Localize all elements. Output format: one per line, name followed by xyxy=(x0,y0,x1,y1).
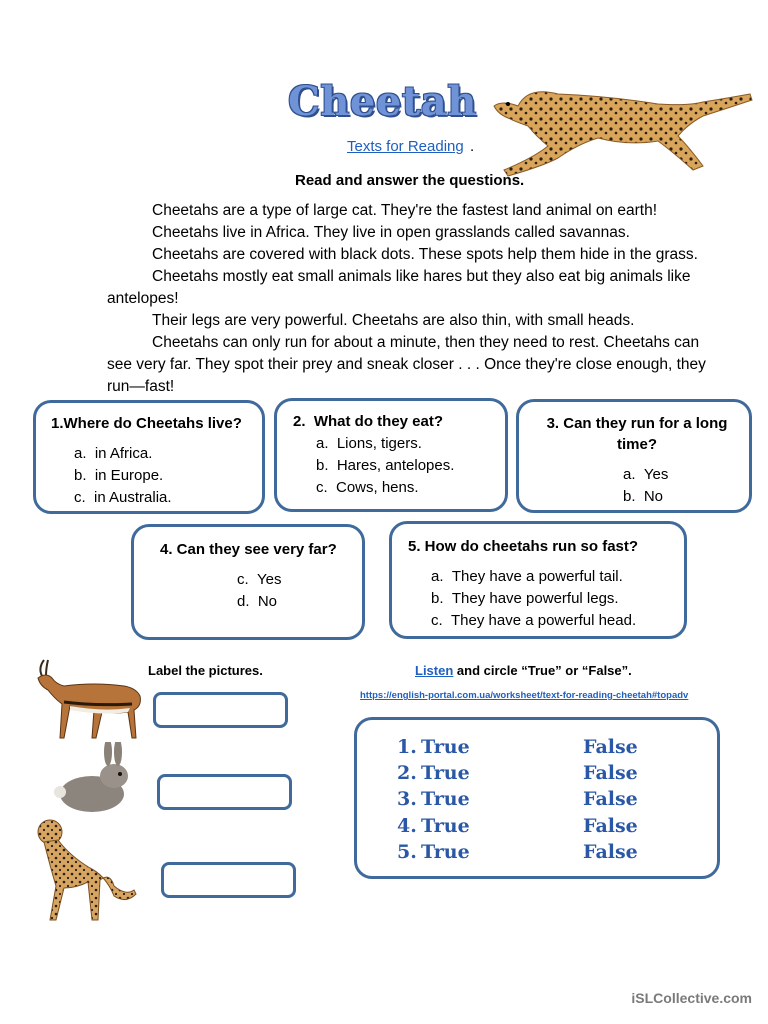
answer-option[interactable]: a. Lions, tigers. xyxy=(316,435,422,452)
paragraph-line: Cheetahs mostly eat small animals like hares but they also eat big animals like antelopes! xyxy=(107,268,691,307)
texts-for-reading-link[interactable]: Texts for Reading xyxy=(347,138,464,155)
antelope-image xyxy=(24,656,154,742)
question-title: 4. Can they see very far? xyxy=(160,541,337,558)
answer-option[interactable]: c. They have a powerful head. xyxy=(431,612,637,629)
answer-option[interactable]: b. in Europe. xyxy=(74,467,164,484)
answer-option[interactable]: d. No xyxy=(237,593,278,610)
true-option[interactable]: True xyxy=(421,815,470,837)
true-option[interactable]: True xyxy=(421,788,470,810)
answer-label-box-3[interactable] xyxy=(161,862,296,898)
label-pictures-heading: Label the pictures. xyxy=(148,663,263,678)
answer-option[interactable]: b. They have powerful legs. xyxy=(431,590,619,607)
footer-watermark: iSLCollective.com xyxy=(631,990,752,1006)
tf-number: 3. xyxy=(397,788,417,810)
question-title: 3. Can they run for a long time? xyxy=(546,415,728,453)
rabbit-image xyxy=(48,742,134,816)
false-option[interactable]: False xyxy=(583,841,638,863)
question-box-1 xyxy=(33,400,265,514)
answer-option[interactable]: b. Hares, antelopes. xyxy=(316,457,455,474)
tf-number: 4. xyxy=(397,815,417,837)
listen-heading xyxy=(415,663,632,678)
instructions-heading: Read and answer the questions. xyxy=(295,172,525,189)
tf-number: 2. xyxy=(397,762,417,784)
answer-option[interactable]: b. No xyxy=(623,488,664,505)
answer-option[interactable]: c. Cows, hens. xyxy=(316,479,419,496)
cheetah-sitting-image xyxy=(30,816,140,922)
question-box-3 xyxy=(516,399,752,513)
paragraph-line: Cheetahs are covered with black dots. These spots help them hide in the grass. xyxy=(152,246,698,263)
paragraph-line: Cheetahs live in Africa. They live in open grasslands called savannas. xyxy=(152,224,630,241)
answer-option[interactable]: c. in Australia. xyxy=(74,489,172,506)
false-option[interactable]: False xyxy=(583,815,638,837)
page-title: Cheetah xyxy=(288,78,477,125)
link-period: . xyxy=(470,138,475,155)
question-title: 2. What do they eat? xyxy=(293,413,444,430)
answer-option[interactable]: a. Yes xyxy=(623,466,669,483)
listen-link[interactable]: Listen xyxy=(415,663,454,678)
answer-option[interactable]: a. in Africa. xyxy=(74,445,153,462)
paragraph-line: Cheetahs can only run for about a minute, then they need to rest. Cheetahs can see very far. They spot their prey and sneak closer . . . Once they're close enough, they run—fast! xyxy=(107,334,706,395)
answer-option[interactable]: c. Yes xyxy=(237,571,282,588)
question-box-2 xyxy=(274,398,508,512)
source-url-link[interactable]: https://english-portal.com.ua/worksheet/text-for-reading-cheetah#topadv xyxy=(360,690,689,701)
answer-label-box-1[interactable] xyxy=(153,692,288,728)
question-box-5 xyxy=(389,521,687,639)
true-false-box xyxy=(354,717,720,879)
reading-text xyxy=(107,200,727,398)
listen-instruction: and circle “True” or “False”. xyxy=(453,663,632,678)
paragraph-line: Their legs are very powerful. Cheetahs are also thin, with small heads. xyxy=(152,312,635,329)
question-box-4 xyxy=(131,524,365,640)
false-option[interactable]: False xyxy=(583,762,638,784)
false-option[interactable]: False xyxy=(583,788,638,810)
paragraph-line: Cheetahs are a type of large cat. They're the fastest land animal on earth! xyxy=(152,202,657,219)
false-option[interactable]: False xyxy=(583,736,638,758)
running-cheetah-image xyxy=(488,66,756,178)
true-option[interactable]: True xyxy=(421,762,470,784)
answer-label-box-2[interactable] xyxy=(157,774,292,810)
true-option[interactable]: True xyxy=(421,736,470,758)
tf-number: 5. xyxy=(397,841,417,863)
answer-option[interactable]: a. They have a powerful tail. xyxy=(431,568,623,585)
true-option[interactable]: True xyxy=(421,841,470,863)
tf-number: 1. xyxy=(397,736,417,758)
question-title: 1.Where do Cheetahs live? xyxy=(51,415,242,432)
question-title: 5. How do cheetahs run so fast? xyxy=(408,538,639,555)
